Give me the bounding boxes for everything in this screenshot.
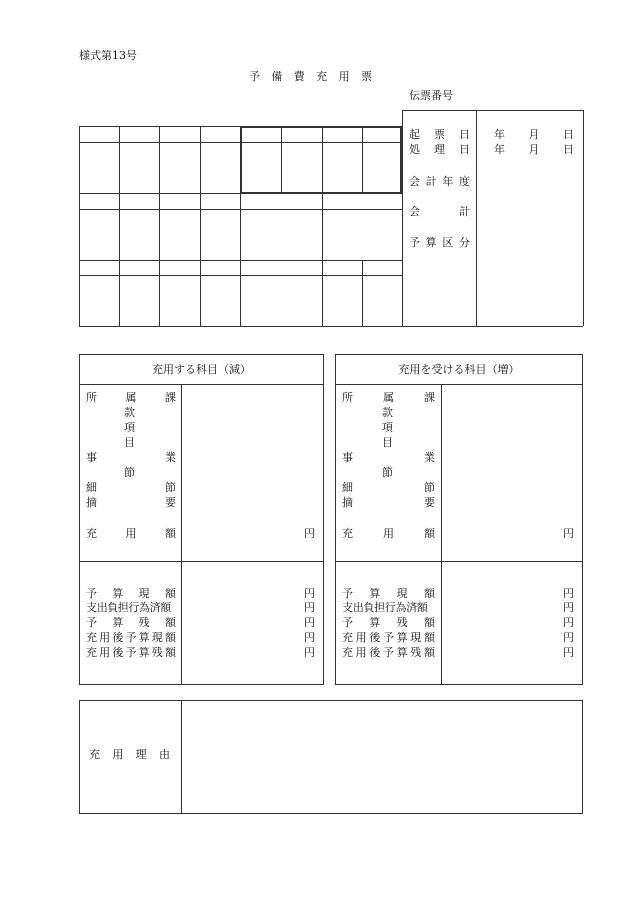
left-jigyo-label: 事 業 (86, 451, 176, 464)
right-tekiyo-label: 摘 要 (342, 496, 435, 509)
right-panel-header: 充用を受ける科目（増） (398, 363, 520, 376)
document-title: 予 備 費 充 用 票 (249, 70, 372, 83)
left-kou-label: 項 (124, 421, 135, 434)
right-juyogaku-yen: 円 (563, 527, 574, 540)
right-yen-1: 円 (563, 587, 574, 600)
left-juyogo-zangaku-label: 充 用 後 予 算 残 額 (86, 646, 176, 659)
right-yen-5: 円 (563, 646, 574, 659)
yosan-kubun-label: 予 算 区 分 (409, 236, 470, 249)
left-yen-3: 円 (304, 616, 315, 629)
left-yosan-gengaku-label: 予 算 現 額 (86, 587, 176, 600)
left-juyogo-gengaku-label: 充 用 後 予 算 現 額 (86, 631, 176, 644)
right-juyogo-zangaku-label: 充 用 後 予 算 残 額 (342, 646, 435, 659)
left-kan-label: 款 (124, 406, 135, 419)
form-number: 様式第13号 (79, 49, 137, 62)
right-saisetsu-label: 細 節 (342, 481, 435, 494)
left-shozokuka-label: 所 属 課 (86, 391, 176, 404)
left-juyogaku-yen: 円 (304, 527, 315, 540)
right-yosan-gengaku-label: 予 算 現 額 (342, 587, 435, 600)
left-yen-2: 円 (304, 601, 315, 614)
right-juyogaku-label: 充 用 額 (342, 527, 435, 540)
shori-date-label: 処 理 日 (409, 143, 470, 156)
right-yosan-zangaku-label: 予 算 残 額 (342, 616, 435, 629)
kaikei-nendo-label: 会 計 年 度 (409, 175, 470, 188)
right-shozokuka-label: 所 属 課 (342, 391, 435, 404)
right-kan-label: 款 (382, 406, 393, 419)
left-panel-header: 充用する科目（減） (152, 363, 251, 376)
slip-number-label: 伝票番号 (409, 89, 453, 102)
right-juyogo-gengaku-label: 充 用 後 予 算 現 額 (342, 631, 435, 644)
right-setsu-label: 節 (382, 466, 393, 479)
right-kou-label: 項 (382, 421, 393, 434)
shori-date-parts: 年 月 日 (494, 143, 574, 156)
left-yen-4: 円 (304, 631, 315, 644)
left-tekiyo-label: 摘 要 (86, 496, 176, 509)
kihyo-date-label: 起 票 日 (409, 128, 470, 141)
left-yosan-zangaku-label: 予 算 残 額 (86, 616, 176, 629)
left-yen-5: 円 (304, 646, 315, 659)
right-yen-3: 円 (563, 616, 574, 629)
right-yen-4: 円 (563, 631, 574, 644)
kaikei-label: 会 計 (409, 205, 470, 218)
left-moku-label: 目 (124, 436, 135, 449)
right-jigyo-label: 事 業 (342, 451, 435, 464)
right-moku-label: 目 (382, 436, 393, 449)
right-yen-2: 円 (563, 601, 574, 614)
right-shishutsu-label: 支出負担行為済額 (342, 601, 428, 614)
left-setsu-label: 節 (124, 466, 135, 479)
reason-input-area[interactable] (182, 701, 582, 813)
left-shishutsu-label: 支出負担行為済額 (86, 601, 171, 614)
left-saisetsu-label: 細 節 (86, 481, 176, 494)
kihyo-date-parts: 年 月 日 (494, 128, 574, 141)
reason-label: 充 用 理 由 (89, 748, 170, 761)
left-yen-1: 円 (304, 587, 315, 600)
left-juyogaku-label: 充 用 額 (86, 527, 176, 540)
